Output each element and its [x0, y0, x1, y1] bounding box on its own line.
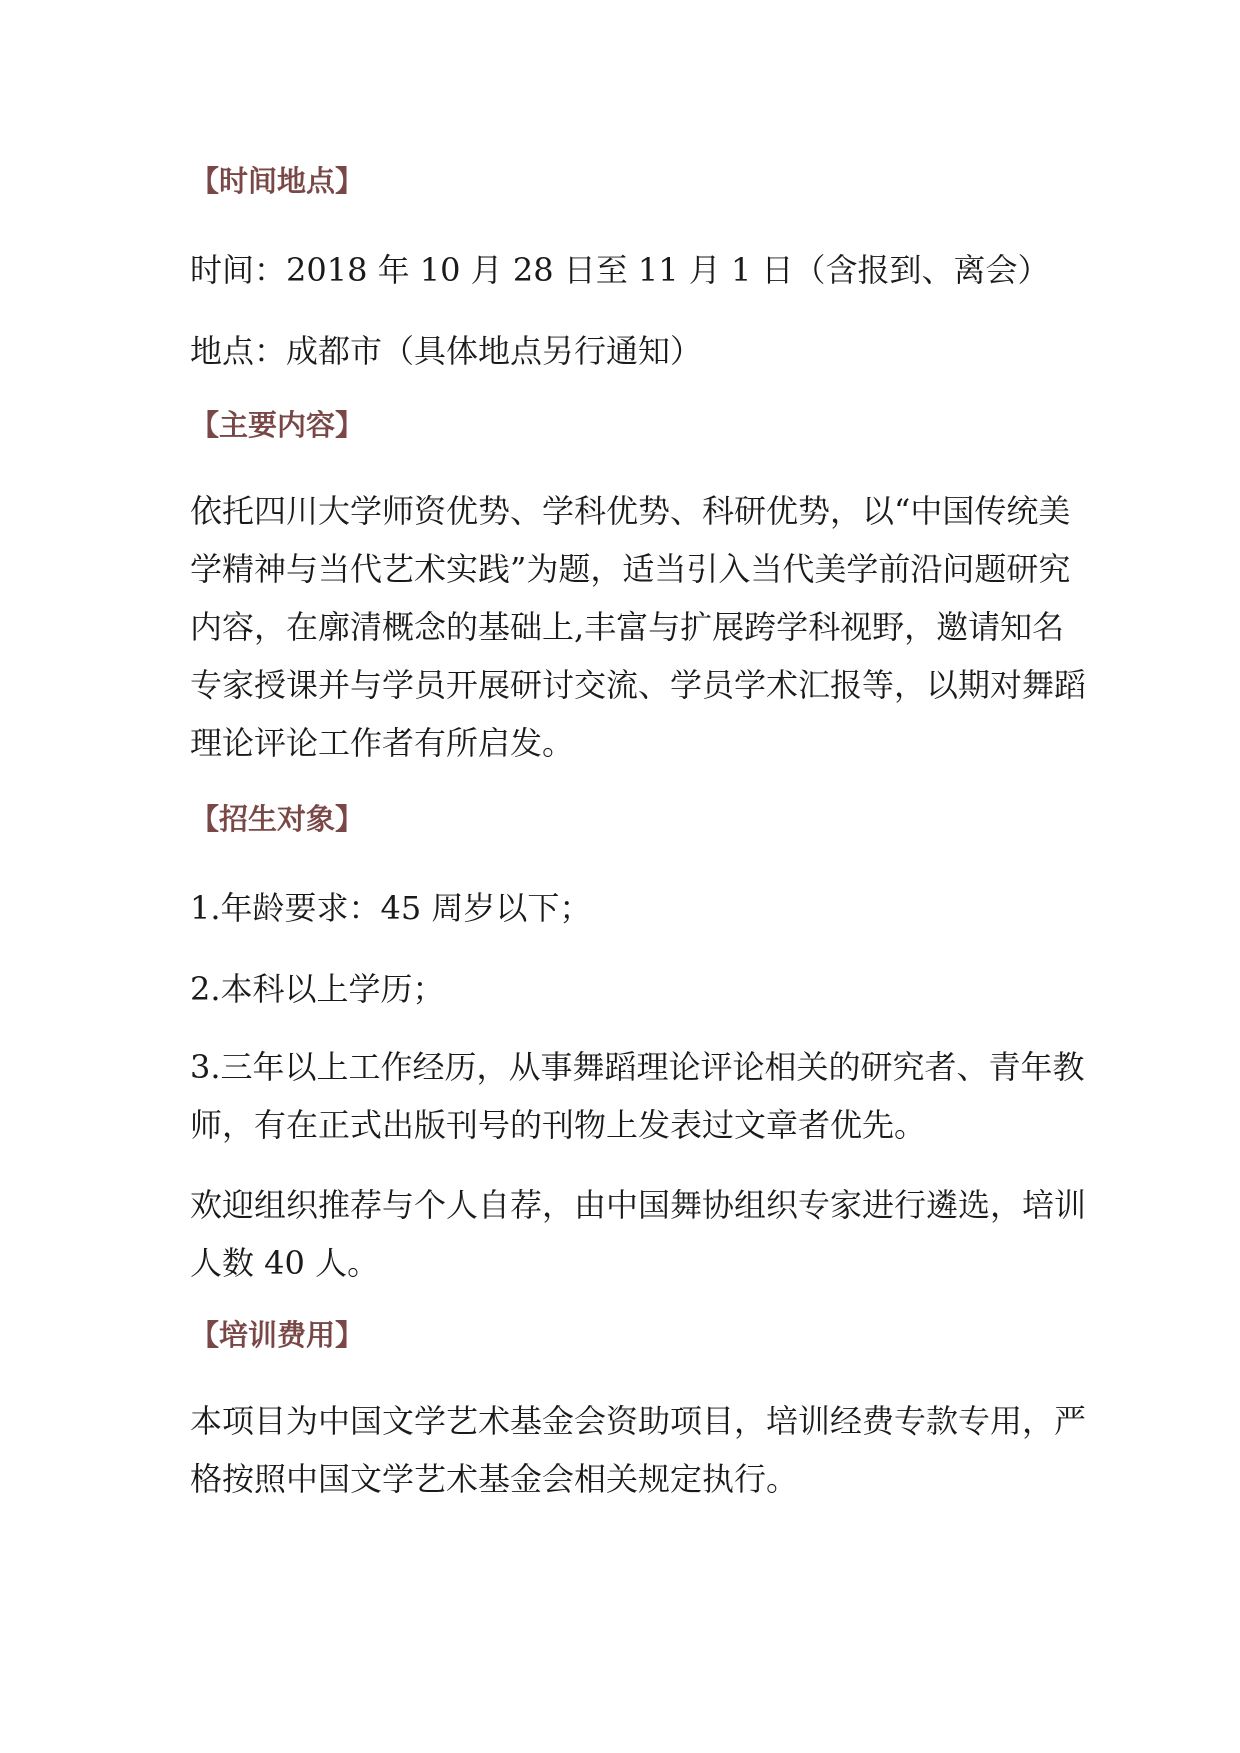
main-content-line: 专家授课并与学员开展研讨交流、学员学术汇报等，以期对舞蹈 [190, 666, 1087, 704]
enrollment-item-2 [190, 957, 1070, 1022]
enrollment-note [190, 1176, 1087, 1292]
section-heading-enrollment: 【招生对象】 [190, 802, 365, 836]
section-heading-time-place: 【时间地点】 [190, 164, 365, 198]
enrollment-note-line: 人数 40 人。 [190, 1244, 380, 1282]
document-content [190, 160, 1087, 1524]
enrollment-item-3 [190, 1038, 1085, 1154]
fees-paragraph [190, 1392, 1087, 1508]
enrollment-item-text: 1.年龄要求：45 周岁以下； [190, 889, 592, 927]
main-content-line: 内容，在廓清概念的基础上,丰富与扩展跨学科视野，邀请知名 [190, 608, 1065, 646]
enrollment-item-text: 2.本科以上学历； [190, 970, 445, 1008]
main-content-line: 学精神与当代艺术实践”为题，适当引入当代美学前沿问题研究 [190, 550, 1071, 588]
fees-line: 本项目为中国文学艺术基金会资助项目，培训经费专款专用，严 [190, 1402, 1087, 1440]
enrollment-item-text: 师，有在正式出版刊号的刊物上发表过文章者优先。 [190, 1106, 927, 1144]
main-content-line: 依托四川大学师资优势、学科优势、科研优势，以“中国传统美 [190, 492, 1071, 530]
enrollment-item-text: 3.三年以上工作经历，从事舞蹈理论评论相关的研究者、青年教 [190, 1048, 1085, 1086]
time-line [190, 238, 1070, 303]
fees-line: 格按照中国文学艺术基金会相关规定执行。 [190, 1460, 799, 1498]
place-line [190, 319, 1070, 384]
section-heading-main-content: 【主要内容】 [190, 408, 365, 442]
time-text: 时间：2018 年 10 月 28 日至 11 月 1 日（含报到、离会） [190, 251, 1050, 289]
place-text: 地点：成都市（具体地点另行通知） [190, 332, 703, 370]
main-content-line: 理论评论工作者有所启发。 [190, 724, 575, 762]
enrollment-item-1 [190, 876, 1070, 941]
section-heading-fees: 【培训费用】 [190, 1318, 365, 1352]
enrollment-note-line: 欢迎组织推荐与个人自荐，由中国舞协组织专家进行遴选，培训 [190, 1186, 1087, 1224]
main-content-paragraph [190, 482, 1087, 772]
